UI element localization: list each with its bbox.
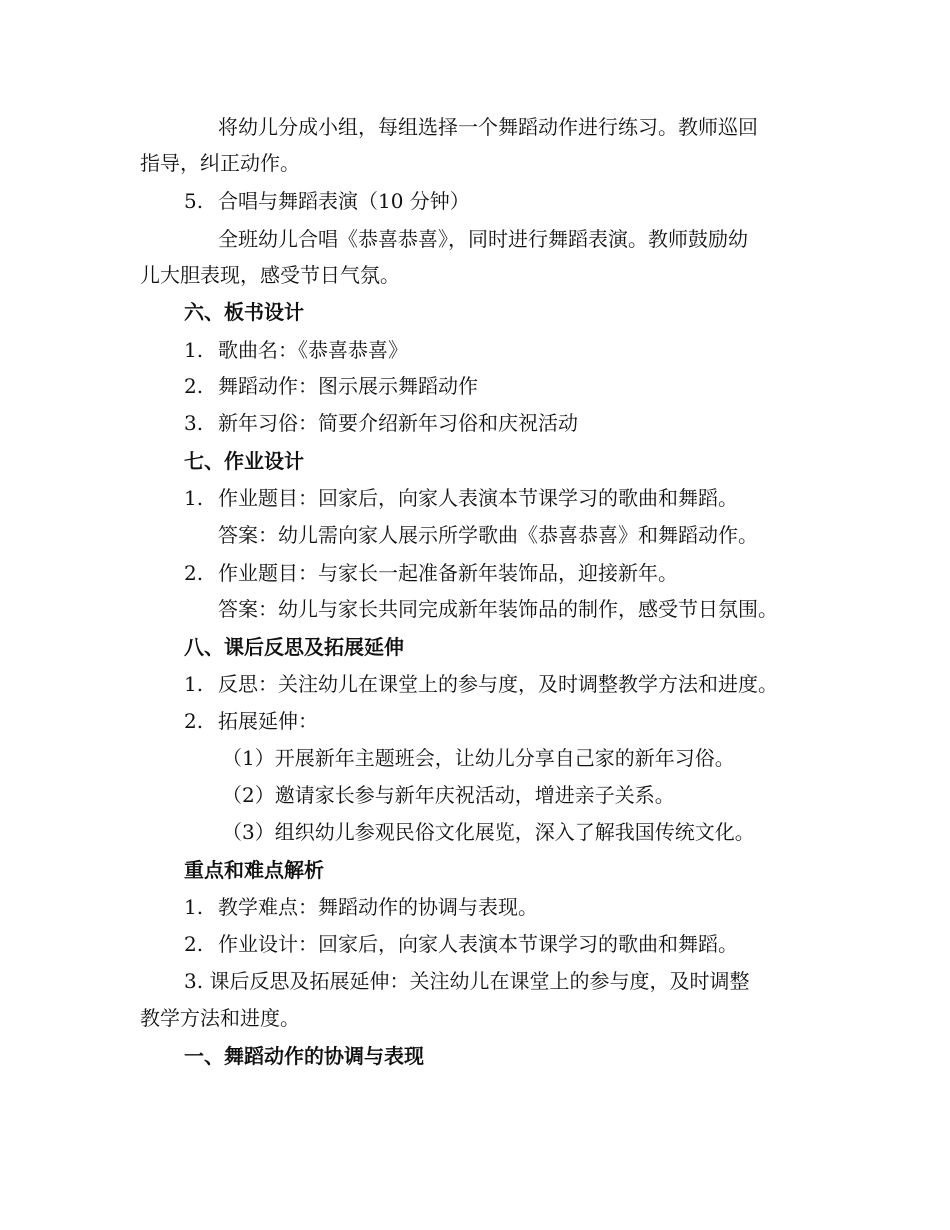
section-heading: 七、作业设计 bbox=[184, 449, 304, 473]
list-number: 2. bbox=[184, 709, 204, 733]
answer-line: 答案：幼儿与家长共同完成新年装饰品的制作，感受节日氛围。 bbox=[218, 597, 778, 621]
list-text: 作业题目：回家后，向家人表演本节课学习的歌曲和舞蹈。 bbox=[218, 486, 738, 510]
list-text: 反思：关注幼儿在课堂上的参与度，及时调整教学方法和进度。 bbox=[218, 672, 778, 696]
list-number: 1. bbox=[184, 338, 204, 362]
list-item bbox=[184, 671, 778, 697]
list-item bbox=[184, 708, 318, 734]
sub-item: （2）邀请家长参与新年庆祝活动，增进亲子关系。 bbox=[222, 783, 675, 807]
list-item bbox=[184, 560, 678, 586]
list-number: 5. bbox=[184, 189, 204, 213]
paragraph-line: 全班幼儿合唱《恭喜恭喜》，同时进行舞蹈表演。教师鼓励幼 bbox=[218, 227, 748, 251]
answer-line: 答案：幼儿需向家人展示所学歌曲《恭喜恭喜》和舞蹈动作。 bbox=[218, 523, 758, 547]
list-number: 2. bbox=[184, 932, 204, 956]
list-item bbox=[184, 894, 538, 920]
list-item bbox=[184, 931, 738, 957]
list-text: 作业设计：回家后，向家人表演本节课学习的歌曲和舞蹈。 bbox=[218, 932, 738, 956]
list-number: 2. bbox=[184, 374, 204, 398]
list-number: 1. bbox=[184, 895, 204, 919]
list-number: 1. bbox=[184, 486, 204, 510]
paragraph-line: 3. 课后反思及拓展延伸：关注幼儿在课堂上的参与度，及时调整 bbox=[184, 969, 750, 993]
list-text: 新年习俗：简要介绍新年习俗和庆祝活动 bbox=[218, 411, 578, 435]
paragraph-line: 儿大胆表现，感受节日气氛。 bbox=[140, 263, 400, 287]
section-heading: 六、板书设计 bbox=[184, 300, 304, 324]
list-text: 舞蹈动作：图示展示舞蹈动作 bbox=[218, 374, 478, 398]
list-item bbox=[184, 373, 478, 399]
list-text: 歌曲名：《恭喜恭喜》 bbox=[218, 338, 408, 362]
list-number: 3. bbox=[184, 411, 204, 435]
sub-item: （1）开展新年主题班会，让幼儿分享自己家的新年习俗。 bbox=[222, 746, 735, 770]
sub-item: （3）组织幼儿参观民俗文化展览，深入了解我国传统文化。 bbox=[222, 820, 755, 844]
list-item bbox=[184, 337, 408, 363]
list-text: 教学难点：舞蹈动作的协调与表现。 bbox=[218, 895, 538, 919]
list-item bbox=[184, 410, 578, 436]
section-heading: 重点和难点解析 bbox=[184, 858, 324, 882]
list-number: 2. bbox=[184, 561, 204, 585]
paragraph-line: 指导，纠正动作。 bbox=[140, 151, 300, 175]
paragraph-line: 将幼儿分成小组，每组选择一个舞蹈动作进行练习。教师巡回 bbox=[218, 115, 758, 139]
paragraph-line: 教学方法和进度。 bbox=[140, 1006, 300, 1030]
list-item bbox=[184, 188, 470, 214]
list-item bbox=[184, 485, 738, 511]
list-text: 合唱与舞蹈表演（10 分钟） bbox=[218, 189, 470, 213]
list-number: 1. bbox=[184, 672, 204, 696]
section-heading: 一、舞蹈动作的协调与表现 bbox=[184, 1044, 424, 1068]
list-text: 作业题目：与家长一起准备新年装饰品，迎接新年。 bbox=[218, 561, 678, 585]
list-text: 拓展延伸： bbox=[218, 709, 318, 733]
section-heading: 八、课后反思及拓展延伸 bbox=[184, 635, 404, 659]
